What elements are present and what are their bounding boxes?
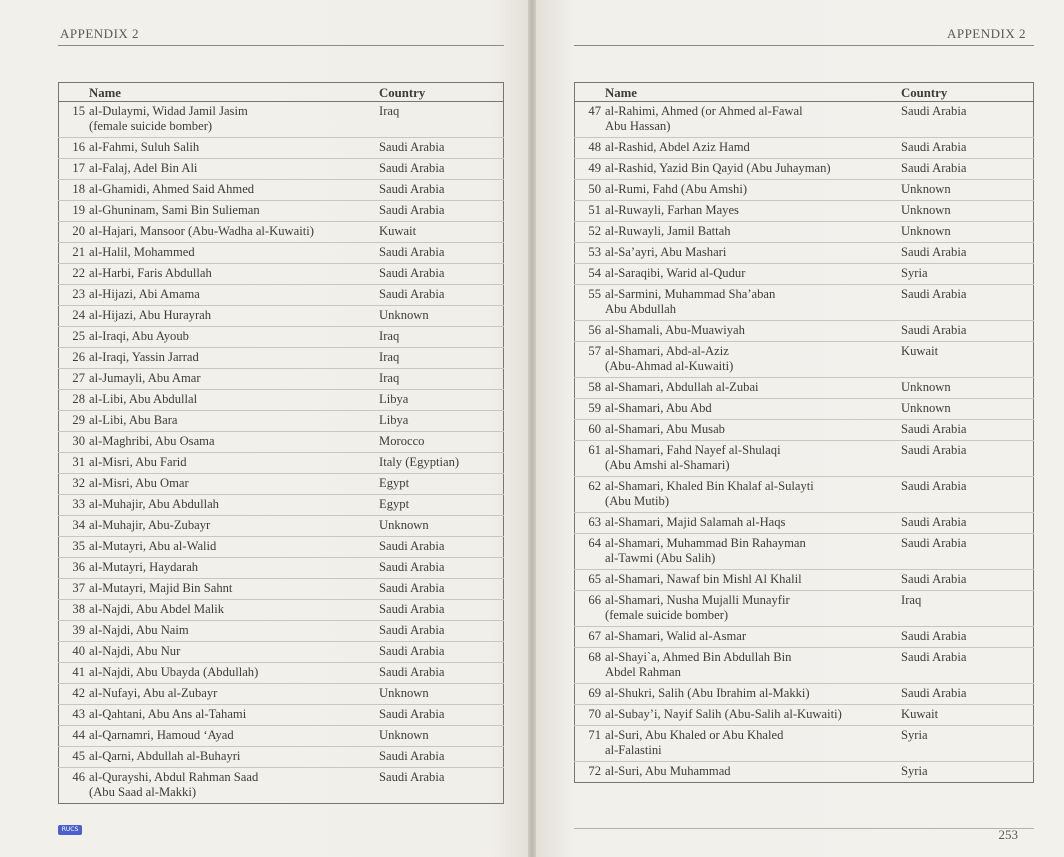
row-number: 20 [59, 222, 90, 243]
number-column-header [59, 83, 90, 102]
row-country: Saudi Arabia [379, 537, 504, 558]
footer-rule [574, 828, 1034, 829]
row-country: Saudi Arabia [901, 159, 1034, 180]
row-country: Unknown [901, 201, 1034, 222]
table-row [59, 684, 504, 705]
names-table-right [574, 82, 1034, 783]
table-row [59, 264, 504, 285]
row-number: 31 [59, 453, 90, 474]
row-country: Egypt [379, 474, 504, 495]
table-row [575, 726, 1034, 762]
row-number: 37 [59, 579, 90, 600]
row-number: 40 [59, 642, 90, 663]
table-row [59, 600, 504, 621]
table-row [575, 321, 1034, 342]
row-name: al-Iraqi, Yassin Jarrad [89, 348, 379, 369]
table-row [59, 495, 504, 516]
row-name: al-Muhajir, Abu Abdullah [89, 495, 379, 516]
table-row [59, 180, 504, 201]
table-row [59, 432, 504, 453]
row-number: 58 [575, 378, 606, 399]
row-number: 24 [59, 306, 90, 327]
table-row [59, 306, 504, 327]
row-name: al-Ghamidi, Ahmed Said Ahmed [89, 180, 379, 201]
row-country: Saudi Arabia [379, 579, 504, 600]
row-country: Saudi Arabia [901, 534, 1034, 570]
row-name: al-Mutayri, Abu al-Walid [89, 537, 379, 558]
table-row [575, 441, 1034, 477]
table-row [575, 570, 1034, 591]
row-name: al-Harbi, Faris Abdullah [89, 264, 379, 285]
row-name: al-Shamari, Nawaf bin Mishl Al Khalil [605, 570, 901, 591]
row-country: Iraq [379, 102, 504, 138]
row-country: Iraq [379, 369, 504, 390]
table-row [59, 243, 504, 264]
row-number: 32 [59, 474, 90, 495]
table-row [59, 390, 504, 411]
row-number: 41 [59, 663, 90, 684]
row-number: 35 [59, 537, 90, 558]
row-name: al-Suri, Abu Khaled or Abu Khaled al-Falastini [605, 726, 901, 762]
row-number: 39 [59, 621, 90, 642]
row-country: Saudi Arabia [379, 770, 445, 784]
row-country: Syria [901, 264, 1034, 285]
row-name: al-Hijazi, Abu Hurayrah [89, 306, 379, 327]
row-country: Saudi Arabia [379, 159, 504, 180]
row-number: 55 [575, 285, 606, 321]
row-number: 67 [575, 627, 606, 648]
row-number: 38 [59, 600, 90, 621]
table-row [59, 348, 504, 369]
table-row [59, 663, 504, 684]
row-number: 64 [575, 534, 606, 570]
row-country: Saudi Arabia [901, 285, 1034, 321]
row-country: Saudi Arabia [379, 663, 504, 684]
row-name: al-Mutayri, Haydarah [89, 558, 379, 579]
row-country: Iraq [901, 591, 1034, 627]
row-number: 46 [72, 770, 85, 784]
table-row [575, 762, 1034, 783]
row-number: 18 [59, 180, 90, 201]
row-name: al-Shamari, Walid al-Asmar [605, 627, 901, 648]
table-row [59, 516, 504, 537]
row-country: Saudi Arabia [379, 600, 504, 621]
row-country: Saudi Arabia [379, 705, 504, 726]
row-name: al-Najdi, Abu Abdel Malik [89, 600, 379, 621]
row-name: al-Shamari, Muhammad Bin Rahayman al-Tawmi (Abu Salih) [605, 534, 901, 570]
row-name: al-Misri, Abu Omar [89, 474, 379, 495]
row-name: al-Shukri, Salih (Abu Ibrahim al-Makki) [605, 684, 901, 705]
row-number: 68 [575, 648, 606, 684]
table-row [59, 159, 504, 180]
table-row [575, 102, 1034, 138]
row-name: al-Shamari, Majid Salamah al-Haqs [605, 513, 901, 534]
row-country: Syria [901, 726, 1034, 762]
table-row [575, 180, 1034, 201]
row-name: al-Najdi, Abu Nur [89, 642, 379, 663]
row-number: 28 [59, 390, 90, 411]
row-country: Kuwait [379, 222, 504, 243]
row-name: al-Sarmini, Muhammad Sha’aban Abu Abdullah [605, 285, 901, 321]
row-name: al-Rashid, Abdel Aziz Hamd [605, 138, 901, 159]
row-country: Saudi Arabia [901, 513, 1034, 534]
row-name: al-Nufayi, Abu al-Zubayr [89, 684, 379, 705]
row-number: 27 [59, 369, 90, 390]
row-name: al-Shayi`a, Ahmed Bin Abdullah Bin Abdel Rahman [605, 648, 901, 684]
table-row [575, 534, 1034, 570]
table-row [575, 378, 1034, 399]
row-name: al-Ruwayli, Jamil Battah [605, 222, 901, 243]
row-name: al-Halil, Mohammed [89, 243, 379, 264]
number-column-header [575, 83, 606, 102]
row-number: 17 [59, 159, 90, 180]
row-name: al-Ruwayli, Farhan Mayes [605, 201, 901, 222]
row-number: 71 [575, 726, 606, 762]
row-name: al-Shamari, Fahd Nayef al-Shulaqi (Abu Amshi al-Shamari) [605, 441, 901, 477]
row-name: al-Saraqibi, Warid al-Qudur [605, 264, 901, 285]
row-number: 15 [59, 102, 90, 138]
row-number: 50 [575, 180, 606, 201]
row-number: 30 [59, 432, 90, 453]
row-name: al-Falaj, Adel Bin Ali [89, 159, 379, 180]
row-name: al-Shamari, Abd-al-Aziz (Abu-Ahmad al-Kuwaiti) [605, 342, 901, 378]
row-country: Saudi Arabia [379, 264, 504, 285]
row-name: al-Libi, Abu Bara [89, 411, 379, 432]
table-row [59, 705, 504, 726]
row-number: 22 [59, 264, 90, 285]
table-row [59, 642, 504, 663]
row-country: Saudi Arabia [379, 747, 504, 768]
row-name: al-Qarni, Abdullah al-Buhayri [89, 747, 379, 768]
running-head-right: APPENDIX 2 [946, 26, 1026, 41]
row-name: al-Maghribi, Abu Osama [89, 432, 379, 453]
row-number: 47 [575, 102, 606, 138]
row-number: 61 [575, 441, 606, 477]
row-country: Libya [379, 390, 504, 411]
row-name: al-Rashid, Yazid Bin Qayid (Abu Juhayman) [605, 159, 901, 180]
row-number: 53 [575, 243, 606, 264]
table-row [59, 327, 504, 348]
table-row [575, 243, 1034, 264]
row-country: Italy (Egyptian) [379, 453, 504, 474]
row-country: Egypt [379, 495, 504, 516]
name-column-header: Name [89, 83, 379, 102]
row-name: al-Ghuninam, Sami Bin Sulieman [89, 201, 379, 222]
library-sticker: RUCS [58, 825, 82, 835]
row-name: al-Qarnamri, Hamoud ‘Ayad [89, 726, 379, 747]
row-name: al-Shamari, Abu Musab [605, 420, 901, 441]
table-row [575, 591, 1034, 627]
row-number: 70 [575, 705, 606, 726]
row-country: Unknown [379, 516, 504, 537]
table-row [59, 453, 504, 474]
row-country: Saudi Arabia [901, 627, 1034, 648]
table-row [59, 102, 504, 138]
row-number: 29 [59, 411, 90, 432]
row-name: al-Mutayri, Majid Bin Sahnt [89, 579, 379, 600]
country-column-header: Country [379, 83, 504, 102]
row-number: 65 [575, 570, 606, 591]
table-row [59, 726, 504, 747]
row-country: Morocco [379, 432, 504, 453]
header-rule-right [574, 45, 1034, 46]
table-row [59, 285, 504, 306]
row-country: Kuwait [901, 705, 1034, 726]
table-row [59, 222, 504, 243]
table-row [575, 705, 1034, 726]
row-number: 23 [59, 285, 90, 306]
row-name: al-Rumi, Fahd (Abu Amshi) [605, 180, 901, 201]
row-number: 42 [59, 684, 90, 705]
row-name: al-Qurayshi, Abdul Rahman Saad (Abu Saad al-Makki) [89, 770, 259, 799]
row-number: 19 [59, 201, 90, 222]
table-row [59, 579, 504, 600]
row-country: Saudi Arabia [901, 102, 1034, 138]
row-country: Saudi Arabia [901, 243, 1034, 264]
row-name: al-Shamari, Khaled Bin Khalaf al-Sulayti (Abu Mutib) [605, 477, 901, 513]
row-country: Unknown [379, 306, 504, 327]
table-row [575, 627, 1034, 648]
row-name: al-Shamari, Nusha Mujalli Munayfir (female suicide bomber) [605, 591, 901, 627]
row-number: 33 [59, 495, 90, 516]
row-number: 69 [575, 684, 606, 705]
row-country: Unknown [901, 222, 1034, 243]
row-name: al-Rahimi, Ahmed (or Ahmed al-Fawal Abu Hassan) [605, 102, 901, 138]
table-row [575, 201, 1034, 222]
row-country: Saudi Arabia [901, 138, 1034, 159]
table-row [575, 264, 1034, 285]
table-row [575, 222, 1034, 243]
row-country: Saudi Arabia [379, 621, 504, 642]
name-column-header: Name [605, 83, 901, 102]
row-name: al-Jumayli, Abu Amar [89, 369, 379, 390]
row-name: al-Suri, Abu Muhammad [605, 764, 731, 778]
row-name: al-Najdi, Abu Naim [89, 621, 379, 642]
row-country: Saudi Arabia [901, 684, 1034, 705]
row-number: 52 [575, 222, 606, 243]
row-number: 57 [575, 342, 606, 378]
row-number: 26 [59, 348, 90, 369]
names-table-left [58, 82, 504, 804]
row-name: al-Muhajir, Abu-Zubayr [89, 516, 379, 537]
row-number: 48 [575, 138, 606, 159]
row-number: 34 [59, 516, 90, 537]
row-country: Kuwait [901, 342, 1034, 378]
row-country: Saudi Arabia [901, 570, 1034, 591]
table-row [575, 684, 1034, 705]
row-country: Saudi Arabia [901, 441, 1034, 477]
row-country: Unknown [379, 684, 504, 705]
row-number: 43 [59, 705, 90, 726]
row-number: 63 [575, 513, 606, 534]
row-number: 54 [575, 264, 606, 285]
row-country: Unknown [379, 726, 504, 747]
row-name: al-Fahmi, Suluh Salih [89, 138, 379, 159]
row-country: Saudi Arabia [379, 138, 504, 159]
table-row [575, 138, 1034, 159]
table-row [59, 411, 504, 432]
table-row [59, 138, 504, 159]
running-head-left: APPENDIX 2 [60, 26, 140, 41]
row-name: al-Libi, Abu Abdullal [89, 390, 379, 411]
table-row [575, 420, 1034, 441]
table-row [59, 537, 504, 558]
table-row [59, 747, 504, 768]
row-number: 16 [59, 138, 90, 159]
table-row [575, 399, 1034, 420]
row-number: 66 [575, 591, 606, 627]
row-country: Saudi Arabia [901, 420, 1034, 441]
row-country: Iraq [379, 348, 504, 369]
row-number: 49 [575, 159, 606, 180]
row-country: Saudi Arabia [379, 201, 504, 222]
row-number: 25 [59, 327, 90, 348]
row-name: al-Shamari, Abdullah al-Zubai [605, 378, 901, 399]
row-country: Iraq [379, 327, 504, 348]
row-name: al-Shamari, Abu Abd [605, 399, 901, 420]
row-name: al-Najdi, Abu Ubayda (Abdullah) [89, 663, 379, 684]
row-country: Syria [901, 764, 928, 778]
table-header-row [59, 83, 504, 102]
row-number: 72 [588, 764, 601, 778]
row-number: 56 [575, 321, 606, 342]
row-name: al-Misri, Abu Farid [89, 453, 379, 474]
table-row [59, 474, 504, 495]
row-name: al-Dulaymi, Widad Jamil Jasim (female suicide bomber) [89, 102, 379, 138]
table-row [59, 621, 504, 642]
row-name: al-Sa’ayri, Abu Mashari [605, 243, 901, 264]
row-country: Saudi Arabia [379, 285, 504, 306]
table-header-row [575, 83, 1034, 102]
row-name: al-Shamali, Abu-Muawiyah [605, 321, 901, 342]
row-number: 44 [59, 726, 90, 747]
row-country: Unknown [901, 180, 1034, 201]
row-number: 21 [59, 243, 90, 264]
row-country: Unknown [901, 399, 1034, 420]
book-gutter [528, 0, 536, 857]
row-name: al-Hajari, Mansoor (Abu-Wadha al-Kuwaiti) [89, 222, 379, 243]
row-country: Saudi Arabia [379, 180, 504, 201]
row-country: Unknown [901, 378, 1034, 399]
table-row [575, 159, 1034, 180]
row-name: al-Subay’i, Nayif Salih (Abu-Salih al-Kuwaiti) [605, 705, 901, 726]
row-number: 36 [59, 558, 90, 579]
table-row [59, 201, 504, 222]
table-row [59, 558, 504, 579]
table-row [575, 648, 1034, 684]
table-row [575, 513, 1034, 534]
table-row [59, 369, 504, 390]
table-row [59, 768, 504, 804]
row-country: Saudi Arabia [901, 477, 1034, 513]
table-row [575, 342, 1034, 378]
row-number: 45 [59, 747, 90, 768]
row-name: al-Qahtani, Abu Ans al-Tahami [89, 705, 379, 726]
row-country: Libya [379, 411, 504, 432]
right-page [532, 0, 1064, 857]
row-number: 60 [575, 420, 606, 441]
row-country: Saudi Arabia [901, 648, 1034, 684]
page-number: 253 [998, 827, 1018, 842]
row-number: 59 [575, 399, 606, 420]
row-name: al-Hijazi, Abi Amama [89, 285, 379, 306]
row-number: 62 [575, 477, 606, 513]
row-country: Saudi Arabia [379, 243, 504, 264]
row-country: Saudi Arabia [379, 642, 504, 663]
row-country: Saudi Arabia [379, 558, 504, 579]
table-row [575, 477, 1034, 513]
row-country: Saudi Arabia [901, 321, 1034, 342]
table-row [575, 285, 1034, 321]
row-name: al-Iraqi, Abu Ayoub [89, 327, 379, 348]
country-column-header: Country [901, 83, 1034, 102]
header-rule-left [58, 45, 504, 46]
row-number: 51 [575, 201, 606, 222]
